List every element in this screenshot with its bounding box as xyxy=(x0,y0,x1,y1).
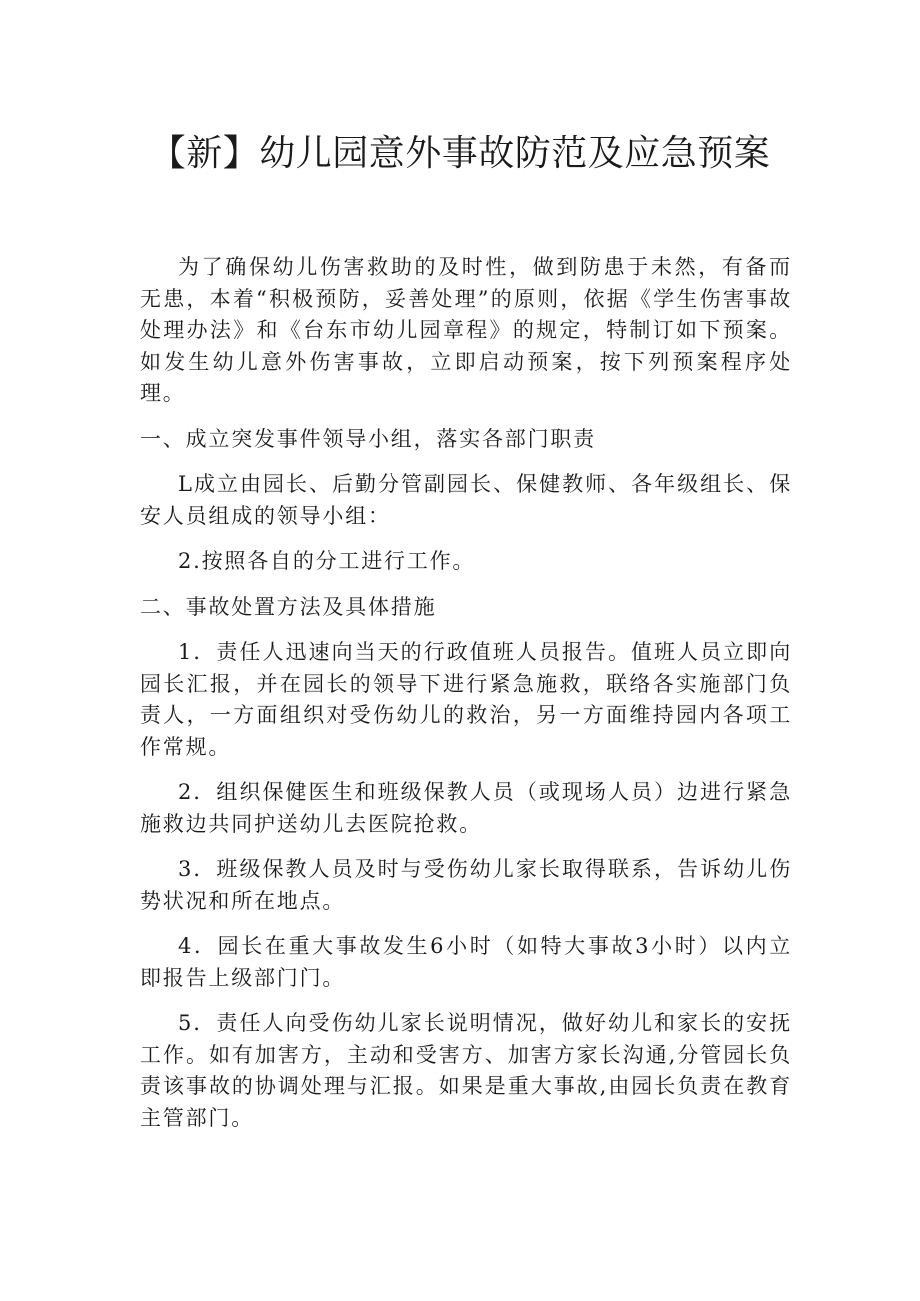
document-body xyxy=(140,252,792,1148)
section-heading-1: 一、成立突发事件领导小组，落实各部门职责 xyxy=(140,426,596,451)
section-1-item-1: L成立由园长、后勤分管副园长、保健教师、各年级组长、保安人员组成的领导小组： xyxy=(140,472,792,528)
section-2-item-2: 2．组织保健医生和班级保教人员（或现场人员）边进行紧急施救边共同护送幼儿去医院抢救。 xyxy=(140,780,792,836)
section-1-item-2: 2.按照各自的分工进行工作。 xyxy=(178,549,476,573)
section-2-item-1: 1．责任人迅速向当天的行政值班人员报告。值班人员立即向园长汇报，并在园长的领导下进行紧急施救，联络各实施部门负责人，一方面组织对受伤幼儿的救治，另一方面维持园内各项工作常规。 xyxy=(140,640,792,759)
section-2-item-4: 4．园长在重大事故发生6小时（如特大事故3小时）以内立即报告上级部门门。 xyxy=(140,934,792,990)
document-title: 【新】幼儿园意外事故防范及应急预案 xyxy=(149,133,771,174)
section-2-item-5: 5．责任人向受伤幼儿家长说明情况，做好幼儿和家长的安抚工作。如有加害方，主动和受害方、加害方家长沟通,分管园长负责该事故的协调处理与汇报。如果是重大事故,由园长负责在教育主管部门。 xyxy=(140,1011,792,1130)
section-heading-2: 二、事故处置方法及具体措施 xyxy=(140,594,437,619)
section-2-item-3: 3．班级保教人员及时与受伤幼儿家长取得联系，告诉幼儿伤势状况和所在地点。 xyxy=(140,857,792,913)
intro-paragraph: 为了确保幼儿伤害救助的及时性，做到防患于未然，有备而无患，本着“积极预防，妥善处理”的原则，依据《学生伤害事故处理办法》和《台东市幼儿园章程》的规定，特制订如下预案。如发生幼儿意外伤害事故，立即启动预案，按下列预案程序处理。 xyxy=(140,255,792,405)
